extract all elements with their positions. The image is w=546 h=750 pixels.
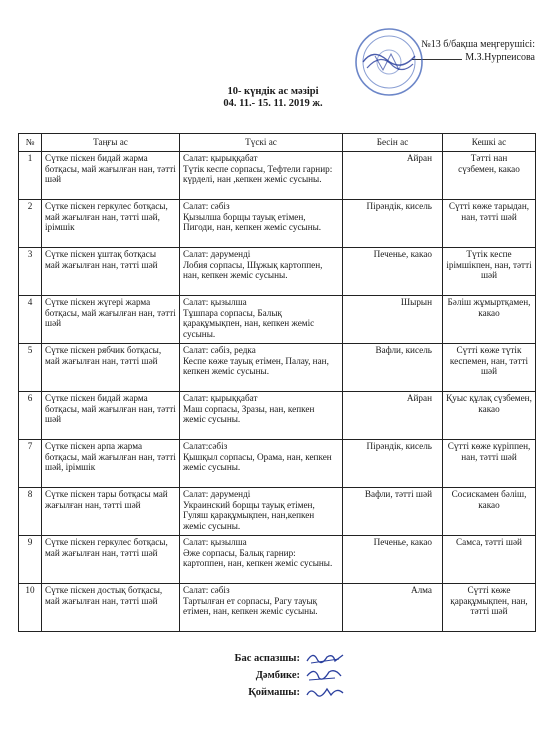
snack-cell: Печенье, какао [343,536,443,584]
table-row [19,392,536,440]
approval-signature-line [412,59,462,60]
table-row [19,344,536,392]
table-row [19,248,536,296]
table-row [19,152,536,200]
menu-title [0,86,546,110]
dinner-cell: Қуыс құлақ сүзбемен, какао [443,392,536,440]
signature-icon [305,683,345,701]
approval-name: М.З.Нурпеисова [465,52,535,63]
row-num: 5 [19,344,42,392]
storekeeper-label: Қоймашы: [248,687,300,698]
row-num: 9 [19,536,42,584]
snack-cell: Айран [343,152,443,200]
dinner-cell: Сүтті көже тарыдан, нан, тәтті шәй [443,200,536,248]
breakfast-cell: Сүтке піскен жүгері жарма ботқасы, май жағылған нан, тәтті шәй [42,296,180,344]
snack-cell: Вафли, тәтті шәй [343,488,443,536]
table-row [19,440,536,488]
signature-block [200,650,400,701]
lunch-cell: Салат: қызылша Тұшпара сорпасы, Балық қарақұмықпен, нан, кепкен жеміс сусыны. [180,296,343,344]
menu-table [18,133,536,632]
header-dinner: Кешкі ас [443,134,536,152]
row-num: 1 [19,152,42,200]
row-num: 7 [19,440,42,488]
lunch-cell: Салат: сәбіз Тартылған ет сорпасы, Рагу тауық етімен, нан, кепкен жеміс сусыны. [180,584,343,632]
dinner-cell: Самса, тәтті шәй [443,536,536,584]
approval-title: №13 б/бақша меңгерушісі: [421,39,535,50]
breakfast-cell: Сүтке піскен геркулес ботқасы, май жағылған нан, тәтті шәй, ірімшік [42,200,180,248]
breakfast-cell: Сүтке піскен бидай жарма ботқасы, май жағылған нан, тәтті шәй [42,392,180,440]
snack-cell: Пірәндік, кисель [343,440,443,488]
signature-row-dietitian [200,667,400,684]
menu-title-line1: 10- күндік ас мәзірі [227,86,319,97]
snack-cell: Пірәндік, кисель [343,200,443,248]
lunch-cell: Салат:сәбіз Қышқыл сорпасы, Орама, нан, кепкен жеміс сусыны. [180,440,343,488]
signature-row-storekeeper [200,684,400,701]
table-row [19,200,536,248]
snack-cell: Печенье, какао [343,248,443,296]
dietitian-label: Дәмбике: [255,670,300,681]
lunch-cell: Салат: қырыққабат Түтік кеспе сорпасы, Тефтели гарнир: күрделі, нан ,кепкен жеміс сусыны. [180,152,343,200]
dinner-cell: Сүтті көже күріппен, нан, тәтті шәй [443,440,536,488]
breakfast-cell: Сүтке піскен ұштақ ботқасы май жағылған нан, тәтті шәй [42,248,180,296]
dinner-cell: Сүтті көже қарақұмықпен, нан, тәтті шәй [443,584,536,632]
menu-date-range: 04. 11.- 15. 11. 2019 ж. [223,98,323,109]
lunch-cell: Салат: дәруменді Украинский борщы тауық етімен, Гуляш қарақұмықпен, нан,кепкен жеміс сусыны. [180,488,343,536]
dinner-cell: Түтік кеспе ірімшікпен, нан, тәтті шәй [443,248,536,296]
breakfast-cell: Сүтке піскен бидай жарма ботқасы, май жағылған нан, тәтті шәй [42,152,180,200]
row-num: 8 [19,488,42,536]
snack-cell: Шырын [343,296,443,344]
breakfast-cell: Сүтке піскен достық ботқасы, май жағылған нан, тәтті шәй [42,584,180,632]
table-row [19,488,536,536]
dinner-cell: Сүтті көже түтік кеспемен, нан, тәтті шәй [443,344,536,392]
row-num: 4 [19,296,42,344]
breakfast-cell: Сүтке піскен рябчик ботқасы, май жағылған нан, тәтті шәй [42,344,180,392]
table-row [19,584,536,632]
breakfast-cell: Сүтке піскен геркулес ботқасы, май жағылған нан, тәтті шәй [42,536,180,584]
header-snack: Бесін ас [343,134,443,152]
snack-cell: Вафли, кисель [343,344,443,392]
row-num: 3 [19,248,42,296]
lunch-cell: Салат: қызылша Әже сорпасы, Балық гарнир: картоппен, нан, кепкен жеміс сусыны. [180,536,343,584]
approval-block [335,38,535,64]
row-num: 10 [19,584,42,632]
breakfast-cell: Сүтке піскен арпа жарма ботқасы, май жағылған нан, тәтті шәй, ірімшік [42,440,180,488]
table-header-row [19,134,536,152]
row-num: 2 [19,200,42,248]
table-row [19,296,536,344]
dinner-cell: Бәліш жұмыртқамен, какао [443,296,536,344]
signature-icon [305,649,345,667]
signature-icon [305,666,345,684]
lunch-cell: Салат: қырыққабат Маш сорпасы, Зразы, нан, кепкен жеміс сусыны. [180,392,343,440]
chef-label: Бас аспазшы: [234,653,300,664]
table-row [19,536,536,584]
lunch-cell: Салат: дәруменді Лобия сорпасы, Шұжық картоппен, нан, кепкен жеміс сусыны. [180,248,343,296]
dinner-cell: Сосискамен бәліш, какао [443,488,536,536]
breakfast-cell: Сүтке піскен тары ботқасы май жағылған нан, тәтті шәй [42,488,180,536]
dinner-cell: Тәтті нан сүзбемен, какао [443,152,536,200]
signature-row-chef [200,650,400,667]
snack-cell: Айран [343,392,443,440]
header-breakfast: Таңғы ас [42,134,180,152]
header-lunch: Түскі ас [180,134,343,152]
lunch-cell: Салат: сәбіз Қызылша борщы тауық етімен, Пигоди, нан, кепкен жеміс сусыны. [180,200,343,248]
row-num: 6 [19,392,42,440]
header-num: № [19,134,42,152]
lunch-cell: Салат: сәбіз, редка Кеспе көже тауық етімен, Палау, нан, кепкен жеміс сусыны. [180,344,343,392]
snack-cell: Алма [343,584,443,632]
